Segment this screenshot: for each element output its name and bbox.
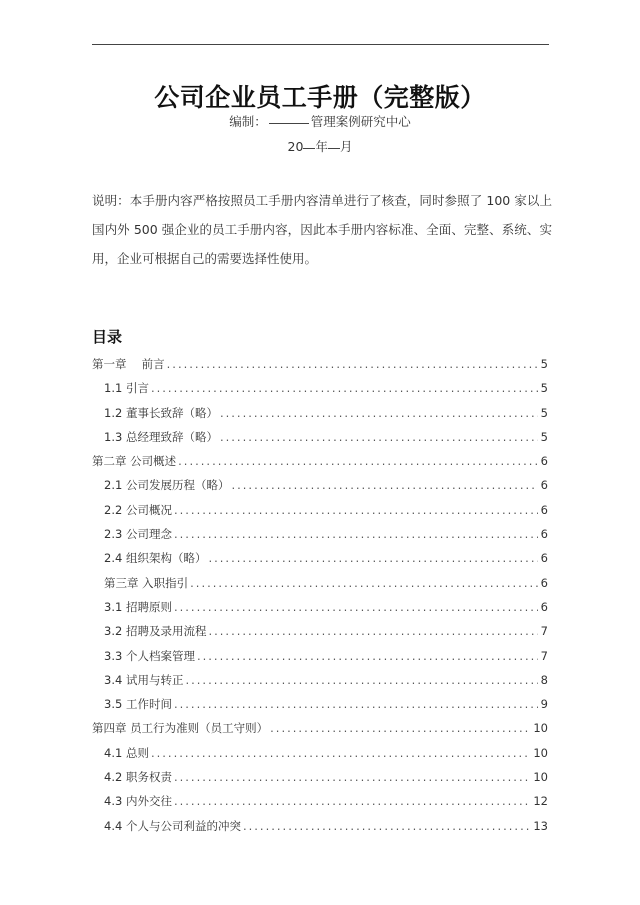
toc-entry-page: 5: [540, 429, 548, 444]
toc-leader-dots: [174, 522, 538, 546]
toc-entry[interactable]: [92, 473, 548, 497]
toc-leader-dots: [178, 449, 538, 473]
year-blank: [303, 148, 315, 149]
toc-entry-title: 3.2 招聘及录用流程: [104, 624, 207, 639]
toc-leader-dots: [208, 546, 538, 570]
toc-entry-title: 4.2 职务权责: [104, 770, 172, 785]
document-title: 公司企业员工手册（完整版）: [154, 83, 486, 112]
toc-leader-dots: [231, 473, 538, 497]
toc-entry[interactable]: [92, 814, 548, 838]
toc-entry-title: 4.4 个人与公司利益的冲突: [104, 818, 241, 833]
date-month: 月: [339, 139, 353, 154]
toc-leader-dots: [208, 619, 538, 643]
toc-entry[interactable]: [92, 644, 548, 668]
toc-entry[interactable]: [92, 546, 548, 570]
toc-leader-dots: [174, 765, 531, 789]
toc-entry-page: 6: [540, 599, 548, 614]
toc-entry[interactable]: [92, 668, 548, 692]
toc-leader-dots: [197, 644, 538, 668]
date-prefix: 20: [287, 139, 304, 154]
toc-entry-page: 6: [540, 575, 548, 590]
toc-entry[interactable]: [92, 449, 548, 473]
toc-leader-dots: [220, 401, 538, 425]
date-line: [0, 137, 640, 155]
toc-entry[interactable]: [92, 522, 548, 546]
toc-entry[interactable]: [92, 571, 548, 595]
toc-entry-title: 2.2 公司概况: [104, 502, 172, 517]
toc-entry-title: 3.3 个人档案管理: [104, 648, 195, 663]
toc-entry-page: 6: [540, 551, 548, 566]
table-of-contents: [92, 352, 548, 838]
toc-entry-page: 7: [540, 648, 548, 663]
toc-entry-title: 3.4 试用与转正: [104, 672, 184, 687]
toc-heading: 目录: [92, 328, 123, 346]
toc-entry[interactable]: [92, 789, 548, 813]
toc-entry[interactable]: [92, 376, 548, 400]
toc-entry-title: 2.3 公司理念: [104, 527, 172, 542]
toc-entry-title: 1.3 总经理致辞（略）: [104, 429, 218, 444]
toc-leader-dots: [185, 668, 538, 692]
toc-entry-title: 1.2 董事长致辞（略）: [104, 405, 218, 420]
toc-leader-dots: [220, 425, 538, 449]
toc-leader-dots: [270, 716, 531, 740]
toc-entry-title: 2.4 组织架构（略）: [104, 551, 207, 566]
editor-name: 管理案例研究中心: [310, 114, 411, 129]
toc-entry[interactable]: [92, 619, 548, 643]
toc-entry-page: 5: [540, 357, 548, 371]
toc-entry-page: 6: [540, 478, 548, 493]
toc-entry[interactable]: [92, 498, 548, 522]
toc-leader-dots: [151, 741, 531, 765]
toc-entry[interactable]: [92, 692, 548, 716]
toc-entry-page: 9: [540, 697, 548, 712]
toc-entry-page: 6: [540, 527, 548, 542]
toc-leader-dots: [174, 498, 538, 522]
toc-entry-title: 4.1 总则: [104, 745, 149, 760]
toc-entry[interactable]: [92, 352, 548, 376]
toc-leader-dots: [167, 352, 538, 376]
toc-entry-page: 10: [533, 745, 548, 760]
editor-line: [0, 112, 640, 130]
toc-entry-title: 第二章 公司概述: [92, 454, 177, 469]
toc-entry[interactable]: [92, 765, 548, 789]
editor-label: 编制：: [229, 114, 267, 129]
toc-entry-title: 第四章 员工行为准则（员工守则）: [92, 721, 269, 736]
toc-entry[interactable]: [92, 716, 548, 740]
toc-entry-title: 2.1 公司发展历程（略）: [104, 478, 230, 493]
toc-entry-title: 第一章 前言: [92, 357, 165, 371]
toc-entry-page: 6: [540, 454, 548, 469]
toc-entry-title: 3.5 工作时间: [104, 697, 172, 712]
editor-blank: [269, 123, 309, 124]
toc-entry-page: 13: [533, 818, 548, 833]
description-paragraph: 说明：本手册内容严格按照员工手册内容清单进行了核查，同时参照了 100 家以上国内外 500 强企业的员工手册内容，因此本手册内容标准、全面、完整、系统、实用，企业可根据自己的需要选择性使用。: [92, 193, 552, 266]
toc-leader-dots: [174, 789, 531, 813]
date-year: 年: [315, 139, 328, 154]
toc-entry-page: 5: [540, 405, 548, 420]
toc-entry-page: 10: [533, 770, 548, 785]
toc-leader-dots: [174, 595, 538, 619]
toc-entry[interactable]: [92, 401, 548, 425]
header-rule: [92, 44, 549, 45]
toc-entry[interactable]: [92, 425, 548, 449]
toc-leader-dots: [243, 814, 531, 838]
toc-entry-title: 第三章 入职指引: [104, 575, 189, 590]
toc-entry-page: 10: [533, 721, 548, 736]
toc-entry-page: 7: [540, 624, 548, 639]
toc-entry[interactable]: [92, 595, 548, 619]
toc-leader-dots: [151, 376, 538, 400]
toc-entry-title: 4.3 内外交往: [104, 794, 172, 809]
toc-entry-title: 1.1 引言: [104, 381, 149, 396]
toc-leader-dots: [174, 692, 538, 716]
toc-leader-dots: [190, 571, 538, 595]
toc-entry-title: 3.1 招聘原则: [104, 599, 172, 614]
month-blank: [328, 148, 340, 149]
toc-entry-page: 12: [533, 794, 548, 809]
toc-entry-page: 6: [540, 502, 548, 517]
toc-entry-page: 8: [540, 672, 548, 687]
toc-entry-page: 5: [540, 381, 548, 396]
toc-entry[interactable]: [92, 741, 548, 765]
